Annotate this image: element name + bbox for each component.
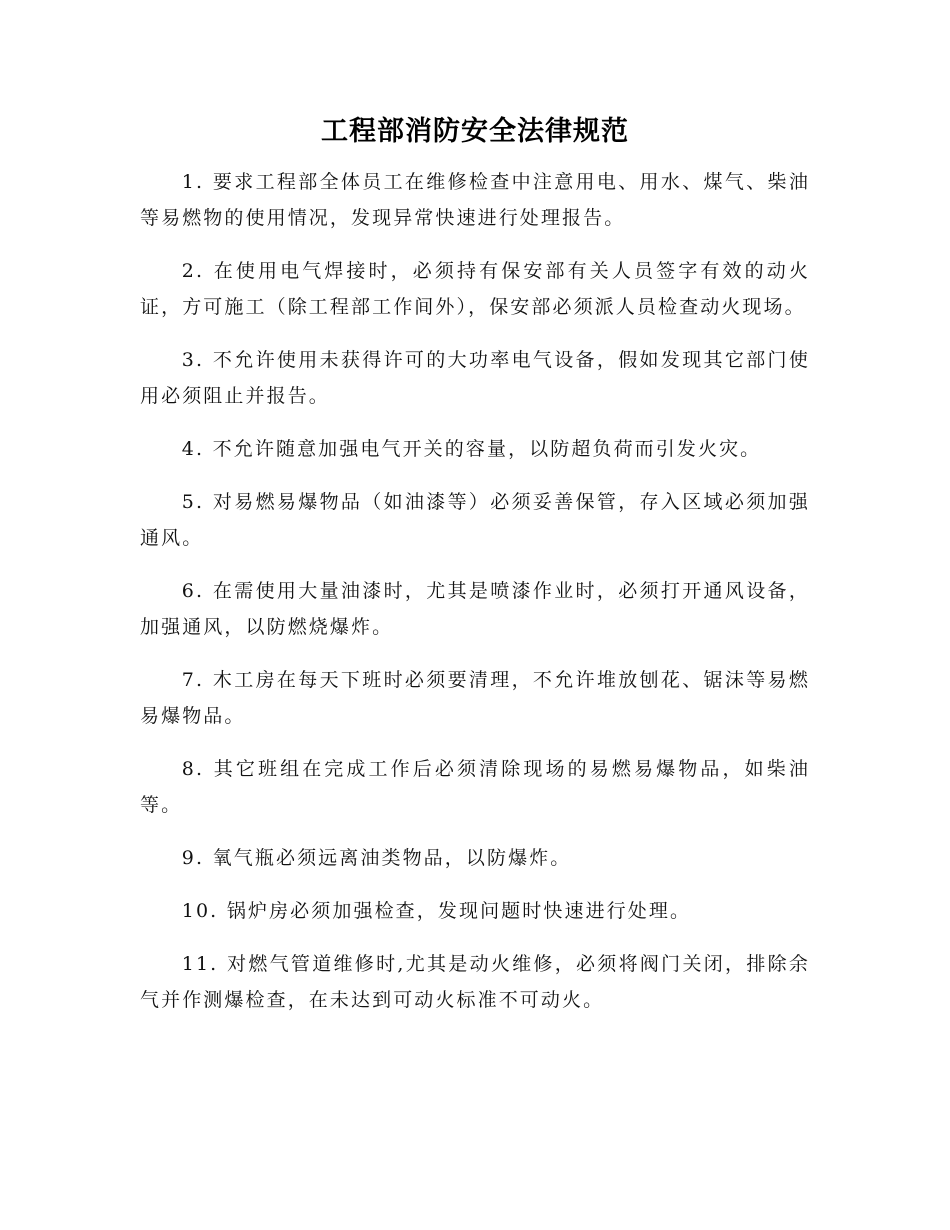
- document-body: [140, 164, 810, 1035]
- rule-number: 8.: [181, 758, 205, 780]
- rule-text: 对易燃易爆物品（如油漆等）必须妥善保管，存入区域必须加强通风。: [140, 491, 810, 549]
- rule-number: 10.: [181, 900, 219, 922]
- rule-item-4: [140, 431, 810, 467]
- rule-number: 3.: [181, 349, 205, 371]
- rule-number: 2.: [181, 260, 205, 282]
- rule-item-2: [140, 253, 810, 325]
- rule-text: 对燃气管道维修时,尤其是动火维修，必须将阀门关闭，排除余气并作测爆检查，在未达到可动火标准不可动火。: [140, 953, 810, 1011]
- rule-item-9: [140, 840, 810, 876]
- rule-number: 6.: [181, 580, 205, 602]
- rule-number: 4.: [181, 438, 205, 460]
- rule-text: 其它班组在完成工作后必须清除现场的易燃易爆物品，如柴油等。: [140, 758, 810, 816]
- rule-text: 要求工程部全体员工在维修检查中注意用电、用水、煤气、柴油等易燃物的使用情况，发现异常快速进行处理报告。: [140, 171, 810, 229]
- rule-text: 氧气瓶必须远离油类物品，以防爆炸。: [212, 847, 572, 869]
- rule-text: 在使用电气焊接时，必须持有保安部有关人员签字有效的动火证，方可施工（除工程部工作间外），保安部必须派人员检查动火现场。: [140, 260, 810, 318]
- rule-item-5: [140, 484, 810, 556]
- rule-number: 7.: [181, 669, 205, 691]
- rule-item-8: [140, 751, 810, 823]
- rule-item-11: [140, 946, 810, 1018]
- rule-text: 不允许随意加强电气开关的容量，以防超负荷而引发火灾。: [212, 438, 762, 460]
- document-title: 工程部消防安全法律规范: [321, 116, 629, 147]
- rule-text: 在需使用大量油漆时，尤其是喷漆作业时，必须打开通风设备，加强通风，以防燃烧爆炸。: [140, 580, 810, 638]
- rule-text: 锅炉房必须加强检查，发现问题时快速进行处理。: [226, 900, 692, 922]
- rule-number: 9.: [181, 847, 205, 869]
- rule-item-1: [140, 164, 810, 236]
- rule-text: 木工房在每天下班时必须要清理，不允许堆放刨花、锯沫等易燃易爆物品。: [140, 669, 810, 727]
- rule-text: 不允许使用未获得许可的大功率电气设备，假如发现其它部门使用必须阻止并报告。: [140, 349, 810, 407]
- rule-number: 11.: [181, 953, 219, 975]
- rule-item-6: [140, 573, 810, 645]
- rule-number: 1.: [181, 171, 205, 193]
- rule-item-3: [140, 342, 810, 414]
- rule-item-10: [140, 893, 810, 929]
- rule-item-7: [140, 662, 810, 734]
- rule-number: 5.: [181, 491, 205, 513]
